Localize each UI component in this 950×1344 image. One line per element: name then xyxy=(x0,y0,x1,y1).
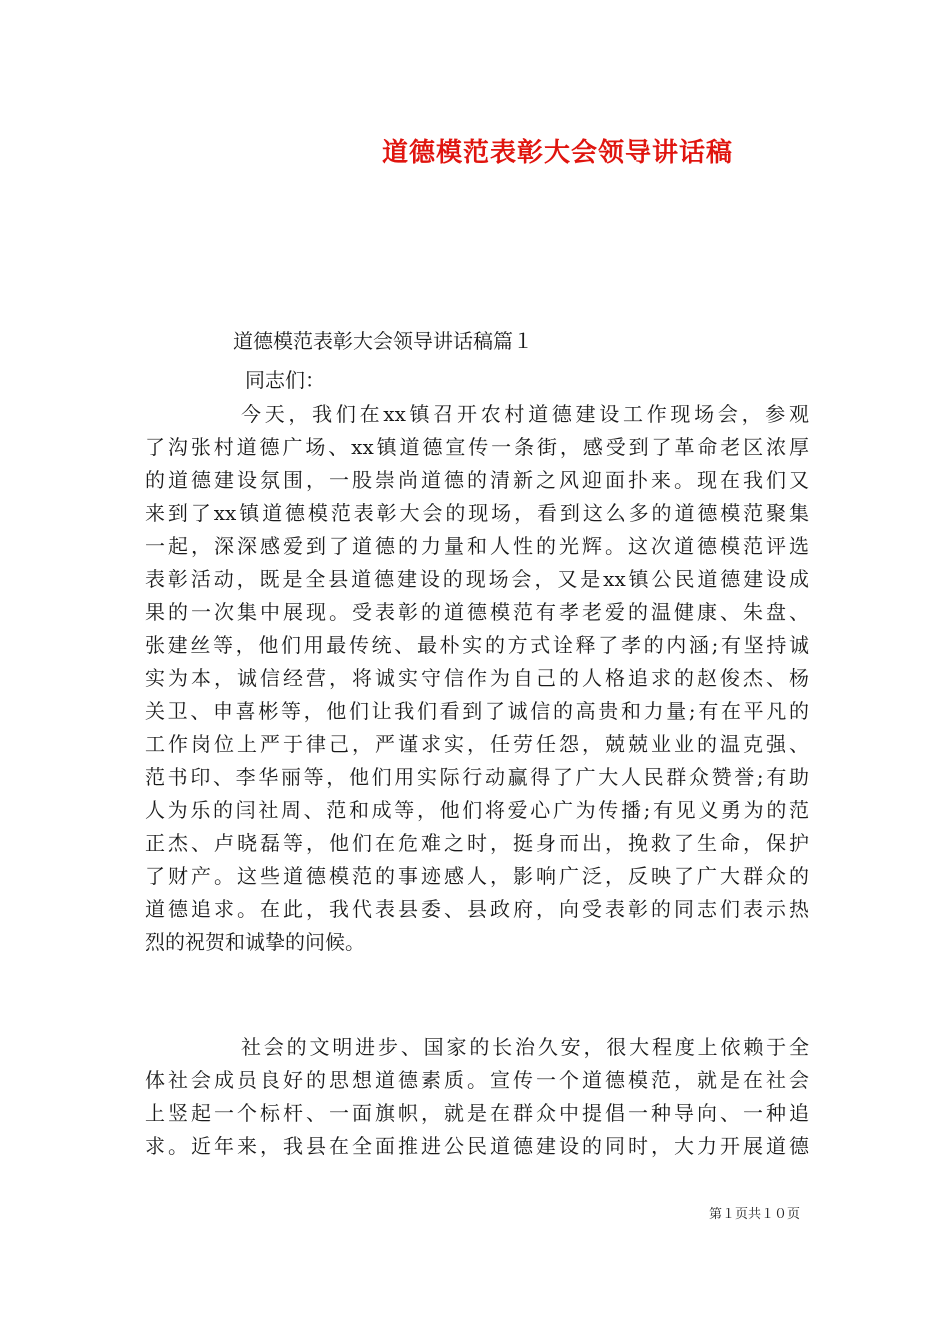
paragraph-line: 关卫、申喜彬等，他们让我们看到了诚信的高贵和力量;有在平凡的 xyxy=(145,699,809,723)
paragraph-line: 果的一次集中展现。受表彰的道德模范有孝老爱的温健康、朱盘、 xyxy=(145,600,809,624)
paragraph-line: 张建丝等，他们用最传统、最朴实的方式诠释了孝的内涵;有坚持诚 xyxy=(145,633,809,657)
paragraph-line: 上竖起一个标杆、一面旗帜，就是在群众中提倡一种导向、一种追 xyxy=(145,1101,809,1125)
paragraph-line: 工作岗位上严于律己，严谨求实，任劳任怨，兢兢业业的温克强、 xyxy=(145,732,809,756)
paragraph-line: 了财产。这些道德模范的事迹感人，影响广泛，反映了广大群众的 xyxy=(145,864,809,888)
paragraph-line: 道德追求。在此，我代表县委、县政府，向受表彰的同志们表示热 xyxy=(145,897,809,921)
paragraph-line: 范书印、李华丽等，他们用实际行动赢得了广大人民群众赞誉;有助 xyxy=(145,765,809,789)
paragraph-line: 烈的祝贺和诚挚的问候。 xyxy=(145,930,365,954)
paragraph-line: 求。近年来，我县在全面推进公民道德建设的同时，大力开展道德 xyxy=(145,1134,809,1158)
body-paragraph-2 xyxy=(145,1031,809,1163)
page-number-footer: 第１页共１０页 xyxy=(709,1207,801,1222)
paragraph-line: 体社会成员良好的思想道德素质。宣传一个道德模范，就是在社会 xyxy=(145,1068,809,1092)
paragraph-line: 了沟张村道德广场、xx镇道德宣传一条街，感受到了革命老区浓厚 xyxy=(145,435,809,459)
paragraph-line: 人为乐的闫社周、范和成等，他们将爱心广为传播;有见义勇为的范 xyxy=(145,798,809,822)
paragraph-line: 一起，深深感爱到了道德的力量和人性的光辉。这次道德模范评选 xyxy=(145,534,809,558)
paragraph-line: 实为本，诚信经营，将诚实守信作为自己的人格追求的赵俊杰、杨 xyxy=(145,666,809,690)
body-paragraph-1 xyxy=(145,398,809,959)
document-title: 道德模范表彰大会领导讲话稿 xyxy=(381,138,733,168)
salutation: 同志们： xyxy=(245,368,325,392)
paragraph-line: 的道德建设氛围，一股崇尚道德的清新之风迎面扑来。现在我们又 xyxy=(145,468,809,492)
paragraph-line: 来到了xx镇道德模范表彰大会的现场，看到这么多的道德模范聚集 xyxy=(145,501,809,525)
paragraph-line: 表彰活动，既是全县道德建设的现场会，又是xx镇公民道德建设成 xyxy=(145,567,809,591)
paragraph-line: 社会的文明进步、国家的长治久安，很大程度上依赖于全 xyxy=(241,1035,809,1059)
section-heading: 道德模范表彰大会领导讲话稿篇１ xyxy=(233,329,533,353)
paragraph-line: 正杰、卢晓磊等，他们在危难之时，挺身而出，挽救了生命，保护 xyxy=(145,831,809,855)
paragraph-line: 今天，我们在xx镇召开农村道德建设工作现场会，参观 xyxy=(241,402,809,426)
